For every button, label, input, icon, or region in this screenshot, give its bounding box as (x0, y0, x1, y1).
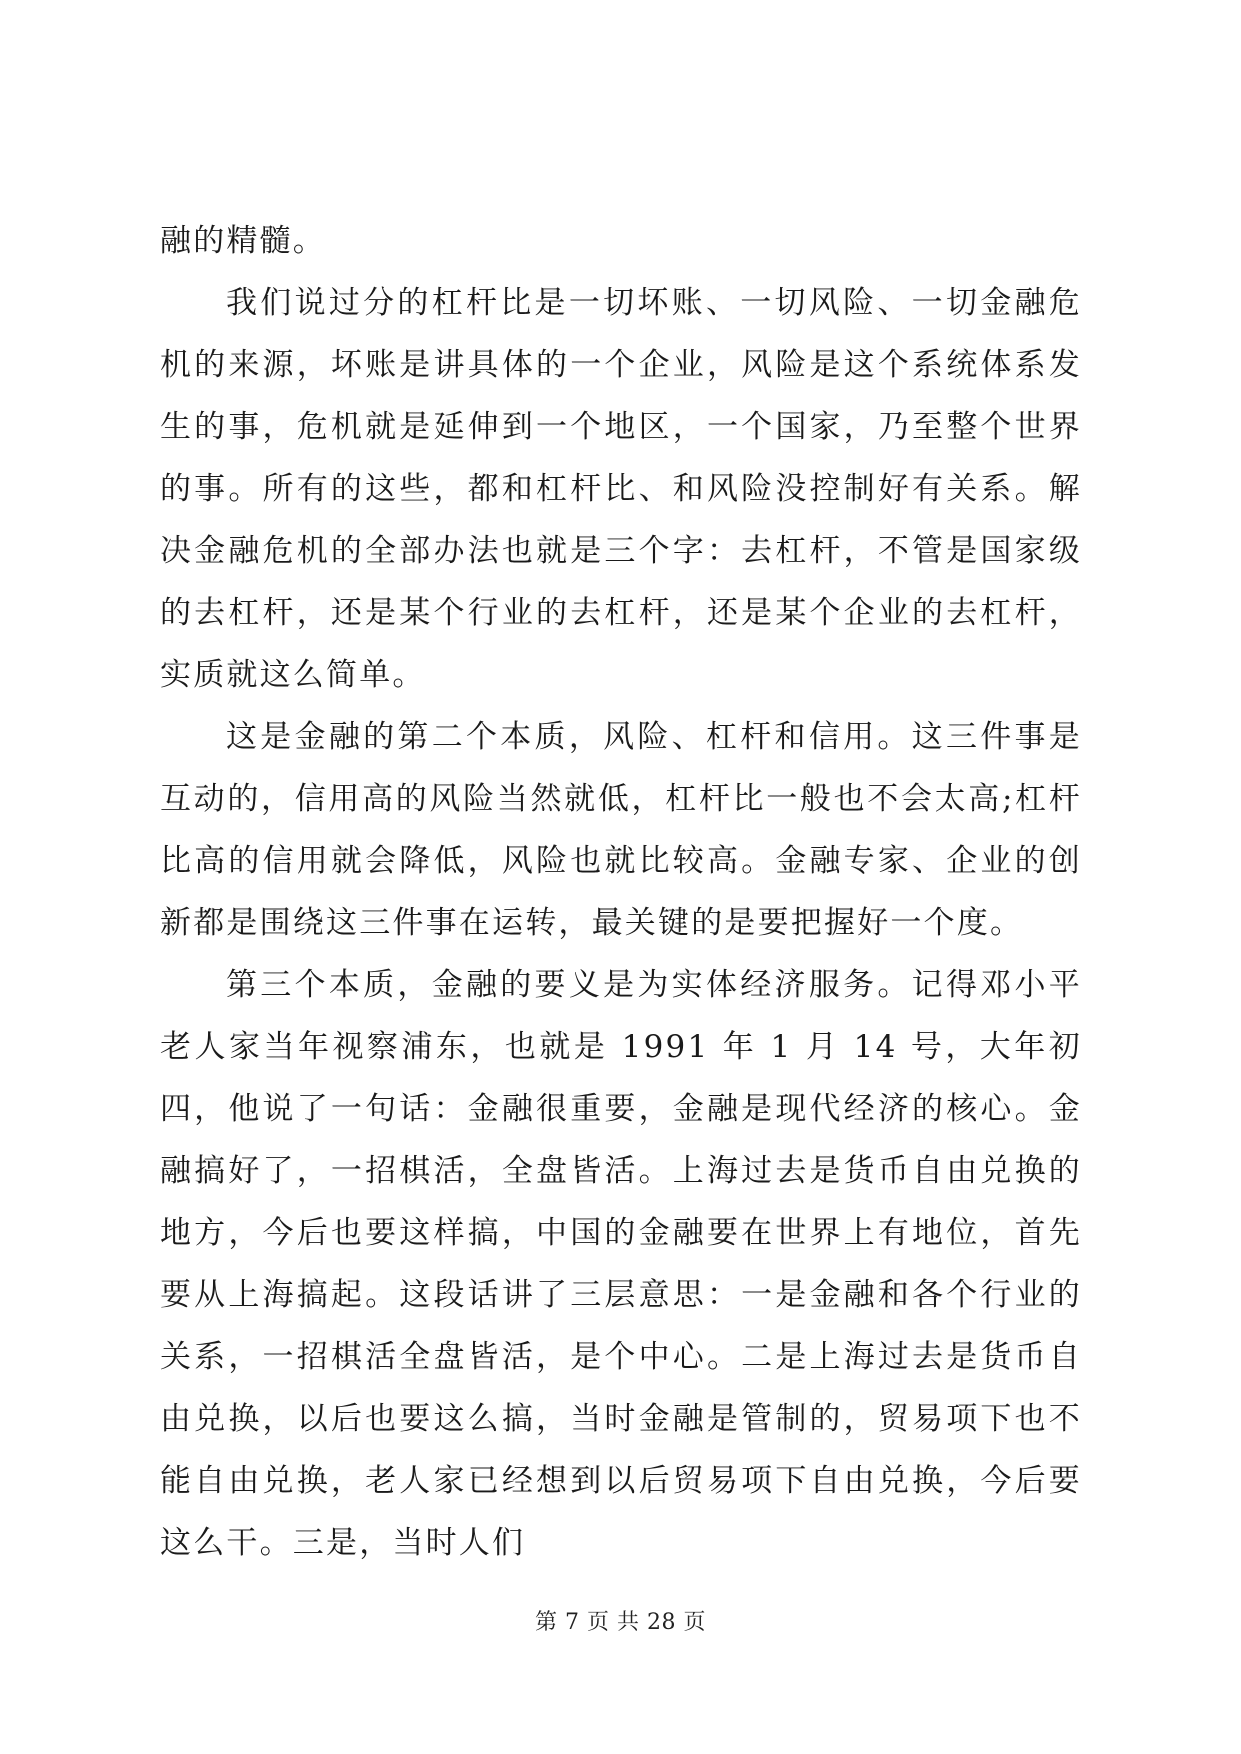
paragraph-1: 融的精髓。 (160, 223, 326, 259)
paragraph-3: 这是金融的第二个本质，风险、杠杆和信用。这三件事是互动的，信用高的风险当然就低，杠杆比一般也不会太高;杠杆比高的信用就会降低，风险也就比较高。金融专家、企业的创新都是围绕这三件事在运转，最关键的是要把握好一个度。 (160, 719, 1082, 941)
paragraph-4: 第三个本质，金融的要义是为实体经济服务。记得邓小平老人家当年视察浦东，也就是 1991 年 1 月 14 号，大年初四，他说了一句话：金融很重要，金融是现代经济的核心。金融搞好了，一招棋活，全盘皆活。上海过去是货币自由兑换的地方，今后也要这样搞，中国的金融要在世界上有地位，首先要从上海搞起。这段话讲了三层意思：一是金融和各个行业的关系，一招棋活全盘皆活，是个中心。二是上海过去是货币自由兑换，以后也要这么搞，当时金融是管制的，贸易项下也不能自由兑换，老人家已经想到以后贸易项下自由兑换，今后要这么干。三是，当时人们 (160, 967, 1082, 1561)
document-body (160, 210, 1082, 1574)
page-number-footer: 第 7 页 共 28 页 (535, 1610, 706, 1635)
paragraph-2: 我们说过分的杠杆比是一切坏账、一切风险、一切金融危机的来源，坏账是讲具体的一个企业，风险是这个系统体系发生的事，危机就是延伸到一个地区，一个国家，乃至整个世界的事。所有的这些，都和杠杆比、和风险没控制好有关系。解决金融危机的全部办法也就是三个字：去杠杆，不管是国家级的去杠杆，还是某个行业的去杠杆，还是某个企业的去杠杆，实质就这么简单。 (160, 285, 1082, 693)
